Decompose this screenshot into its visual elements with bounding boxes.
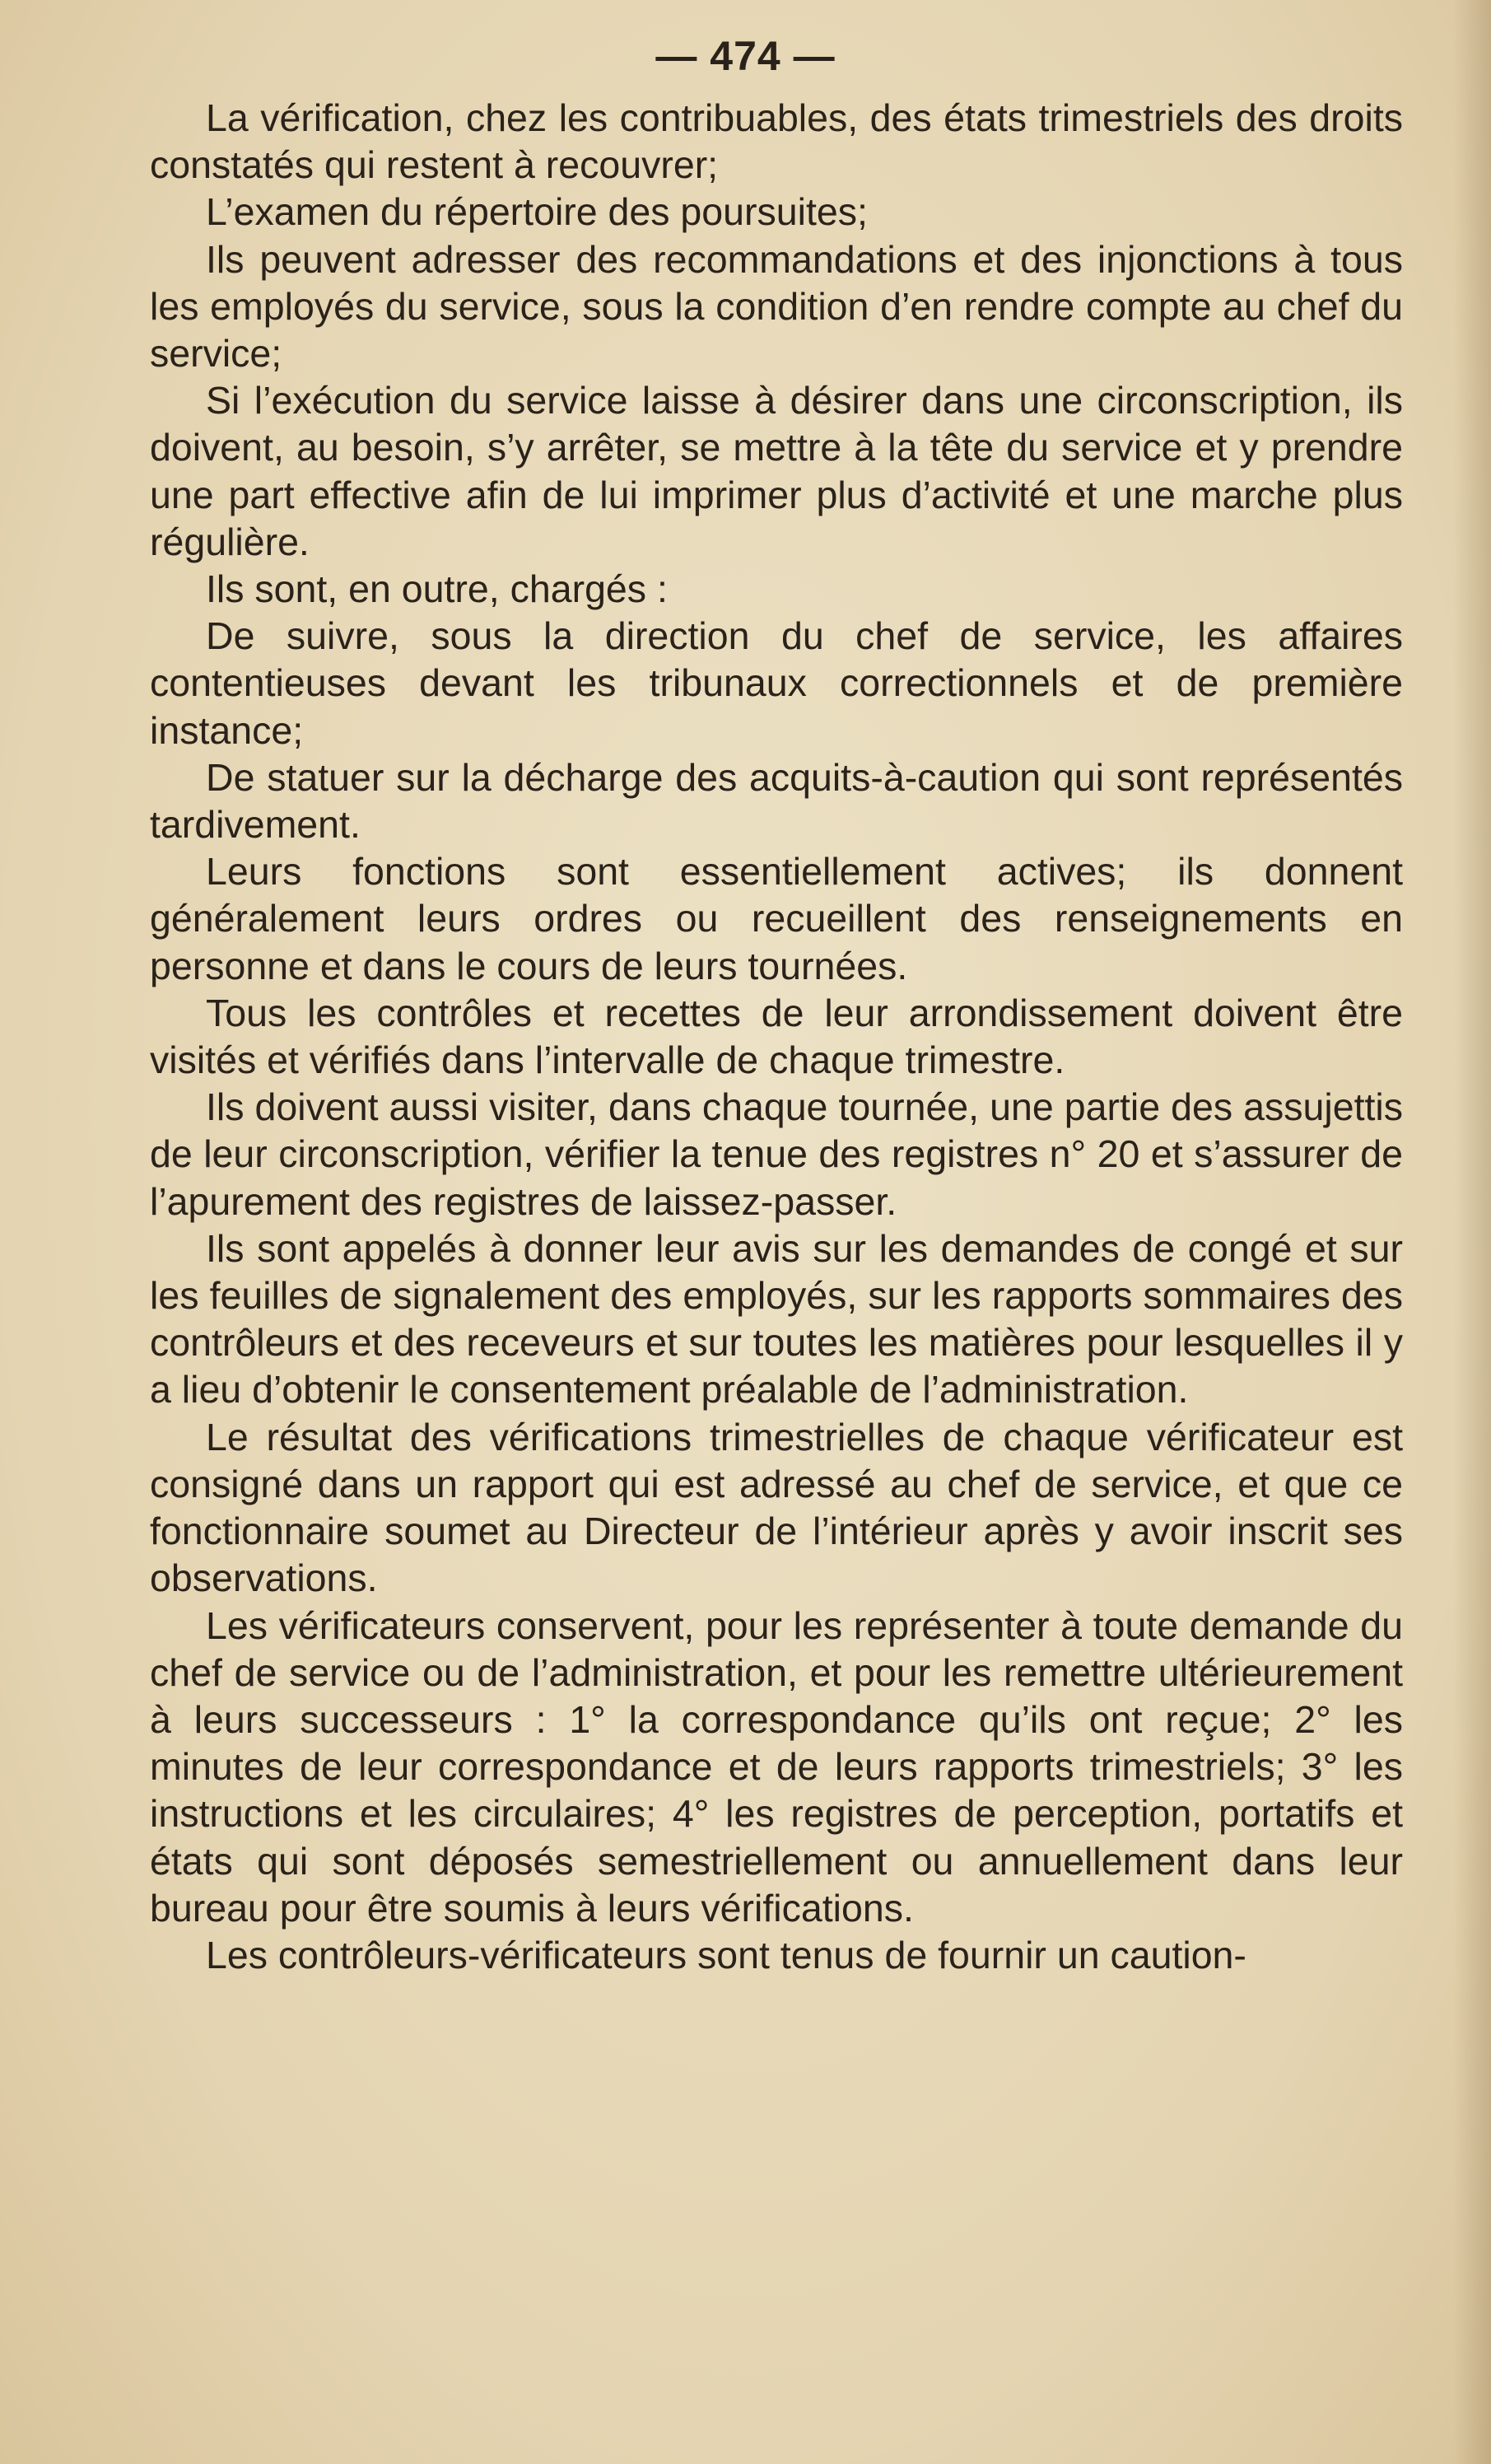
body-text [150,95,1403,1979]
paragraph: Ils peuvent adresser des recommandations et des injonctions à tous les employés du service, sous la condition d’en rendre compte au chef du service; [150,237,1403,376]
page-number: — 474 — [655,33,836,79]
paragraph: De statuer sur la décharge des acquits-à-caution qui sont représentés tardivement. [150,755,1403,847]
paragraph: Si l’exécution du service laisse à désirer dans une circonscription, ils doivent, au besoin, s’y arrêter, se mettre à la tête du service et y prendre une part effective afin de lui imprimer plus d’activité et une marche plus régulière. [150,379,1403,563]
paragraph: Ils doivent aussi visiter, dans chaque tournée, une partie des assujettis de leur circonscription, vérifier la tenue des registres n° 20 et s’assurer de l’apurement des registres de laissez-passer. [150,1085,1403,1223]
paragraph: L’examen du répertoire des poursuites; [206,190,868,234]
paragraph: Les contrôleurs-vérificateurs sont tenus de fournir un caution- [206,1933,1246,1976]
paragraph: Leurs fonctions sont essentiellement actives; ils donnent généralement leurs ordres ou recueillent des renseignements en personne et dans le cours de leurs tournées. [150,850,1403,987]
paragraph: De suivre, sous la direction du chef de service, les affaires contentieuses devant les tribunaux correctionnels et de première instance; [150,614,1403,752]
paragraph: Tous les contrôles et recettes de leur arrondissement doivent être visités et vérifiés dans l’intervalle de chaque trimestre. [150,991,1403,1082]
paragraph: Ils sont appelés à donner leur avis sur les demandes de congé et sur les feuilles de signalement des employés, sur les rapports sommaires des contrôleurs et des receveurs et sur toutes les matières pour lesquelles il y a lieu d’obtenir le consentement préalable de l’administration. [150,1226,1403,1412]
paragraph: Ils sont, en outre, chargés : [206,567,668,611]
paragraph: Les vérificateurs conservent, pour les représenter à toute demande du chef de service ou de l’administration, et pour les remettre ultérieurement à leurs successeurs : 1° la correspondance qu’ils ont reçue; 2° les minutes de leur correspondance et de leurs rapports trimestriels; 3° les instructions et les circulaires; 4° les registres de perception, portatifs et états qui sont déposés semestriellement ou annuellement dans leur bureau pour être soumis à leurs vérifications. [150,1603,1403,1930]
paragraph: La vérification, chez les contribuables, des états trimestriels des droits constatés qui restent à recouvrer; [150,96,1403,187]
paragraph: Le résultat des vérifications trimestrielles de chaque vérificateur est consigné dans un rapport qui est adressé au chef de service, et que ce fonctionnaire soumet au Directeur de l’intérieur après y avoir inscrit ses observations. [150,1415,1403,1600]
page-edge-shadow [1453,0,1491,2464]
